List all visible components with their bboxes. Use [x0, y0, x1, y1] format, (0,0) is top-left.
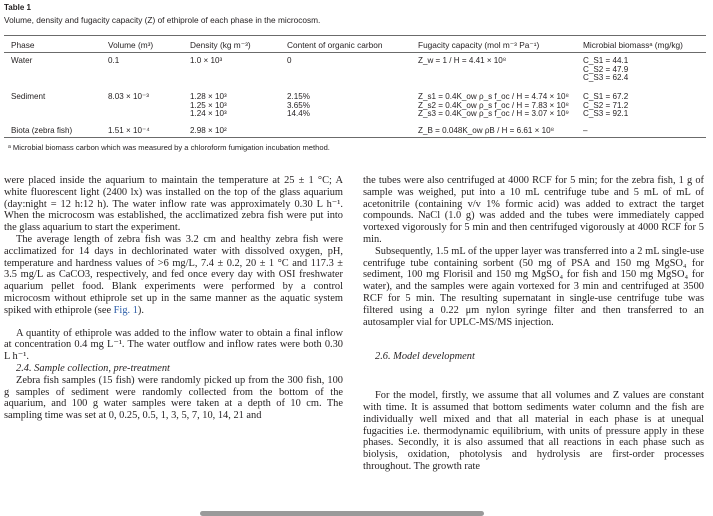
cell-phase-sediment: Sediment: [11, 92, 46, 101]
left-paragraph-2-text: The average length of zebra fish was 3.2 cm and healthy zebra fish were acclimatized for 14 days in dechlorinated water with dissolved oxygen, pH, temperature and hardness values of >6 mg/L, 7.4 ± 0.2, 20 ± 1 °C and 117.3 ± 3.5 mg/L as CaCO3, respectively, and fed once every day with OSI freshwater aquarium pellet food. Blank experiments were performed by a control microcosm without ethiprole set up in the same manner as the aquatic system spiked with ethiprole (see: [4, 233, 343, 316]
cell-phase-biota: Biota (zebra fish): [11, 126, 73, 135]
col-header-density: Density (kg m⁻³): [190, 40, 251, 50]
horizontal-scrollbar[interactable]: [200, 511, 484, 516]
cell-fugacity-water: Z_w = 1 / H = 4.41 × 10⁸: [418, 56, 507, 65]
cell-volume-sediment: 8.03 × 10⁻³: [108, 92, 149, 101]
cell-fugacity-sediment: Z_s1 = 0.4K_ow ρ_s f_oc / H = 4.74 × 10⁸ Z_s2 = 0.4K_ow ρ_s f_oc / H = 7.83 × 10⁸ Z_s3 = 0.4K_ow ρ_s f_oc / H = 3.07 × 10⁹: [418, 92, 569, 119]
cell-density-sediment: 1.28 × 10³ 1.25 × 10³ 1.24 × 10³: [190, 92, 227, 119]
left-paragraph-4: Zebra fish samples (15 fish) were randomly picked up from the 300 fish, 100 g samples of sediment were randomly collected from the bottom of the aquarium, and 100 g water samples were taken at a depth of 10 cm. The sampling time was set at 0, 0.25, 0.5, 1, 3, 5, 7, 10, 14, 21 and: [4, 374, 343, 422]
cell-biomass-water: C_S1 = 44.1 C_S2 = 47.9 C_S3 = 62.4: [583, 56, 629, 83]
cell-density-biota: 2.98 × 10²: [190, 126, 227, 135]
cell-fugacity-biota: Z_B = 0.048K_ow ρB / H = 6.61 × 10⁸: [418, 126, 555, 135]
cell-volume-water: 0.1: [108, 56, 120, 65]
left-paragraph-2: [4, 234, 343, 317]
table-label: Table 1: [4, 3, 31, 12]
left-paragraph-1: were placed inside the aquarium to maintain the temperature at 25 ± 1 °C; A white fluorescent light (2400 lx) was installed on the top of the glass aquarium (day:night = 12 h:12 h). The water inflow rate was approximately 0.30 L h⁻¹. When the microcosm was established, the acclimatized zebra fish were put into the glass aquarium to start the experiment.: [4, 175, 343, 234]
right-paragraph-3: For the model, firstly, we assume that all volumes and Z values are constant with time. It is assumed that bottom sediments water column and the fish are individually well mixed and that all material in each phase is at unequal fugacities i.e. thermodynamic equilibrium, with units of pressure apply in these phases. Secondly, it is also assumed that all reactions in each phase such as biolysis, oxidation, photolysis and hydrolysis are first-order processes throughout. The growth rate: [363, 390, 704, 472]
left-paragraph-2-end: ).: [137, 304, 144, 316]
fig-1-link[interactable]: Fig. 1: [113, 304, 138, 316]
cell-density-water: 1.0 × 10³: [190, 56, 223, 65]
table-caption: Volume, density and fugacity capacity (Z) of ethiprole of each phase in the microcosm.: [4, 15, 321, 25]
section-heading-2-6: 2.6. Model development: [375, 351, 475, 363]
col-header-fugacity: Fugacity capacity (mol m⁻³ Pa⁻¹): [418, 40, 540, 50]
col-header-organic-carbon: Content of organic carbon: [287, 40, 383, 50]
cell-biomass-sediment: C_S1 = 67.2 C_S2 = 71.2 C_S3 = 92.1: [583, 92, 629, 119]
right-text-column: [363, 175, 704, 473]
cell-organic-carbon-water: 0: [287, 56, 292, 65]
table-top-rule: [4, 35, 706, 36]
table-bottom-rule: [4, 137, 706, 138]
left-paragraph-3: A quantity of ethiprole was added to the inflow water to obtain a final inflow at concentration 0.4 mg L⁻¹. The water outflow and inflow rates were both 0.30 L h⁻¹.: [4, 327, 343, 363]
table-header-rule: [4, 52, 706, 53]
section-heading-2-4: 2.4. Sample collection, pre-treatment: [16, 362, 170, 374]
cell-volume-biota: 1.51 × 10⁻⁴: [108, 126, 150, 135]
cell-biomass-biota: –: [583, 126, 588, 135]
col-header-volume: Volume (m³): [108, 40, 154, 50]
right-paragraph-2: Subsequently, 1.5 mL of the upper layer was transferred into a 2 mL single-use centrifuge tube containing sorbent (50 mg of PSA and 150 mg MgSO₄ for sediment, 100 mg Florisil and 150 mg MgSO₄ for fish and 150 mg MgSO₄ for water), and the samples were again vortexed for 3 min and centrifuged at 3500 RCF for 5 min. The resulting supernatant in single-use centrifuge tube was filtered using a 0.22 μm nylon syringe filter and then transferred to an autosampler vial for UPLC-MS/MS injection.: [363, 245, 704, 328]
cell-phase-water: Water: [11, 56, 33, 65]
col-header-biomass: Microbial biomassᵃ (mg/kg): [583, 40, 683, 50]
table-footnote: ᵃ Microbial biomass carbon which was measured by a chloroform fumigation incubation method.: [8, 143, 330, 152]
cell-organic-carbon-sediment: 2.15% 3.65% 14.4%: [287, 92, 310, 119]
col-header-phase: Phase: [11, 40, 35, 50]
right-paragraph-1: the tubes were also centrifuged at 4000 RCF for 5 min; for the zebra fish, 1 g of sample was weighed, put into a 10 mL centrifuge tube and 5 mL of mL of acetonitrile (containing v/v 1% formic acid) was added to extract the target compounds. NaCl (1.0 g) was added and the tubes were immediately capped vortexed vigorously for 5 min and then centrifuged vigorously at 4000 RCF for 5 min.: [363, 175, 704, 245]
left-text-column: [4, 175, 343, 422]
